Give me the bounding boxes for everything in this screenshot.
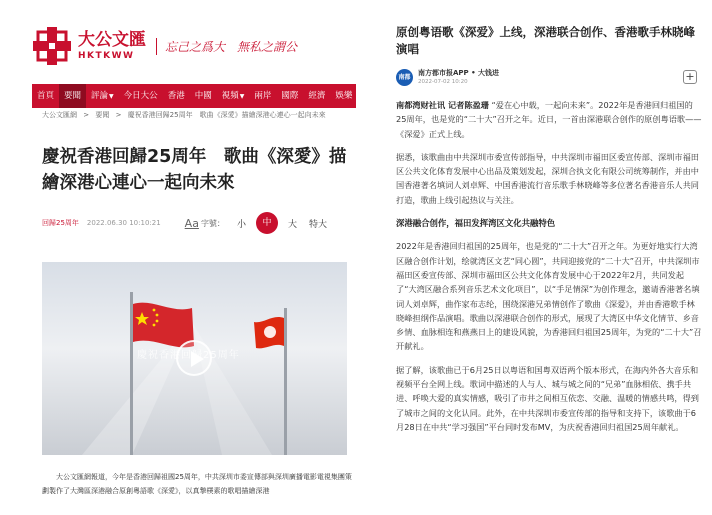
- logo-english: HKTKWW: [78, 50, 135, 61]
- site-logo-text[interactable]: [78, 29, 146, 61]
- site-slogan: 忘己之爲大 無私之謂公: [156, 38, 297, 55]
- site-logo-icon[interactable]: [32, 26, 72, 66]
- font-size-xlarge-button[interactable]: 特大: [308, 219, 327, 230]
- plus-icon[interactable]: +: [683, 70, 697, 84]
- breadcrumb-home-link[interactable]: 大公文匯網: [42, 111, 77, 119]
- lead-paragraph: [396, 98, 702, 141]
- article-body: [42, 470, 352, 498]
- article-body: [396, 98, 702, 443]
- font-size-medium-button[interactable]: 中: [256, 212, 278, 234]
- nav-item-home[interactable]: 首頁: [37, 91, 55, 101]
- nav-item-opinion-label: 評論: [91, 91, 109, 101]
- lead-text: “爱在心中载，一起向未来”。2022年是香港回归祖国的25周年，也是党的“二十大”召开之年。近日，一首由深港联合创作的原创粤语歌——《深爱》正式上线。: [396, 100, 702, 139]
- article-title: 原创粤语歌《深爱》上线，深港联合创作、香港歌手林晓峰演唱: [396, 25, 695, 56]
- main-nav: [32, 84, 356, 108]
- article-tag-link[interactable]: 回歸25周年: [42, 219, 79, 227]
- nav-item-video-label: 視頻: [221, 91, 239, 101]
- nav-item-international[interactable]: 國際: [281, 91, 299, 101]
- nav-item-opinion[interactable]: [86, 84, 119, 108]
- source-name[interactable]: 南方都市报APP • 大钱进: [418, 69, 500, 77]
- nav-item-cross-strait[interactable]: 兩岸: [254, 91, 272, 101]
- nav-item-video[interactable]: [217, 84, 250, 108]
- logo-chinese: 大公文匯: [78, 29, 146, 50]
- article-paragraph: 2022年是香港回归祖国的25周年，也是党的“二十大”召开之年。为更好地实行大湾区融合创作计划，绘就湾区文艺“同心圆”，共同迎接党的“二十大”召开，中共深圳市福田区委宣传部、深圳市福田区公共文化体育发展中心于2022年2月，共同发起了“大湾区融合系列音乐艺术文化项目”，以“手足情深”为创作理念，邀请香港著名填词人刘卓辉，曲作家布志纶，围绕深港兄弟情创作了歌曲《深爱》，并由香港歌手林晓峰担纲作品演唱。歌曲以深港联合创作的形式，展现了大湾区中华文化情节、乡音乡情、血脉相连和燕燕日上的建设风貌，为香港回归祖国25周年，为党的“二十大”召开献礼。: [396, 241, 702, 352]
- source-date: 2022-07-02 10:20: [418, 79, 468, 85]
- site-header: [32, 24, 297, 68]
- font-size-label: 字號：: [200, 218, 225, 228]
- nav-item-today[interactable]: 今日大公: [123, 91, 158, 101]
- breadcrumb: [42, 110, 330, 120]
- article-headline: 慶祝香港回歸25周年 歌曲《深愛》描繪深港心連心一起向未來: [42, 147, 347, 193]
- article-paragraph: 据了解，该歌曲已于6月25日以粤语和国粤双语两个版本形式，在海内外各大音乐和视频平台全网上线。歌词中描述的人与人、城与城之间的“兄弟”血脉相依、携手共进、呼唤大爱的真实情感，吸引了市井之间相互依恋、交融、温暖的情感共鸣，得到了城市之间的文化认同。此外，在中共深圳市委宣传部的指导和支持下，该歌曲于6月28日在中共“学习强国”平台同时发布MV，为庆祝香港回归祖国25周年献礼。: [396, 364, 699, 432]
- article-paragraph: 大公文匯網報道，今年是香港回歸祖國25周年，中共深圳市委宣傳部與深圳廣播電影電視集團策劃製作了大灣區深港融合原創粵語歌《深愛》，以真摯樸素的歌唱描繪深港: [42, 473, 352, 495]
- breadcrumb-current: 慶祝香港回歸25周年 歌曲《深愛》描繪深港心連心一起向未來: [127, 111, 326, 119]
- breadcrumb-separator: >: [83, 111, 90, 119]
- article-meta: [42, 212, 347, 234]
- breadcrumb-section-link[interactable]: 要聞: [95, 111, 110, 119]
- article-paragraph: 据悉，该歌曲由中共深圳市委宣传部指导，中共深圳市福田区委宣传部、深圳市福田区公共文化体育发展中心出品及策划发起，深圳合执文化有限公司统筹制作，并由中国香港著名填词人刘卓辉、中国香港流行音乐歌手林晓峰等多位著名香港音乐人共同打造，歌曲上线引起热议与关注。: [396, 151, 699, 205]
- font-size-icon: Aa: [184, 216, 199, 230]
- video-caption-overlay: 慶祝香港回歸25周年: [137, 350, 240, 361]
- article-timestamp: 2022.06.30 10:10:21: [86, 219, 161, 227]
- nav-item-china[interactable]: 中國: [194, 91, 212, 101]
- breadcrumb-separator: >: [115, 111, 122, 119]
- lead-byline: 南都湾财社讯 记者陈盈珊: [396, 100, 489, 110]
- section-heading: 深港融合创作，福田发挥湾区文化共融特色: [396, 218, 556, 229]
- right-screenshot-panel: [356, 0, 712, 515]
- font-size-large-button[interactable]: 大: [287, 219, 297, 230]
- article-source-bar: [396, 67, 701, 91]
- nav-item-hongkong[interactable]: 香港: [167, 91, 185, 101]
- play-icon[interactable]: [176, 340, 212, 376]
- nav-item-economy[interactable]: 經濟: [308, 91, 326, 101]
- nav-item-entertainment[interactable]: 娛樂: [335, 91, 353, 101]
- video-player[interactable]: [42, 262, 347, 455]
- avatar[interactable]: 南都: [396, 69, 413, 86]
- chevron-down-icon: ▼: [109, 93, 114, 100]
- nav-item-headlines[interactable]: 要聞: [59, 84, 86, 108]
- chevron-down-icon: ▼: [239, 93, 245, 100]
- font-size-small-button[interactable]: 小: [236, 219, 246, 230]
